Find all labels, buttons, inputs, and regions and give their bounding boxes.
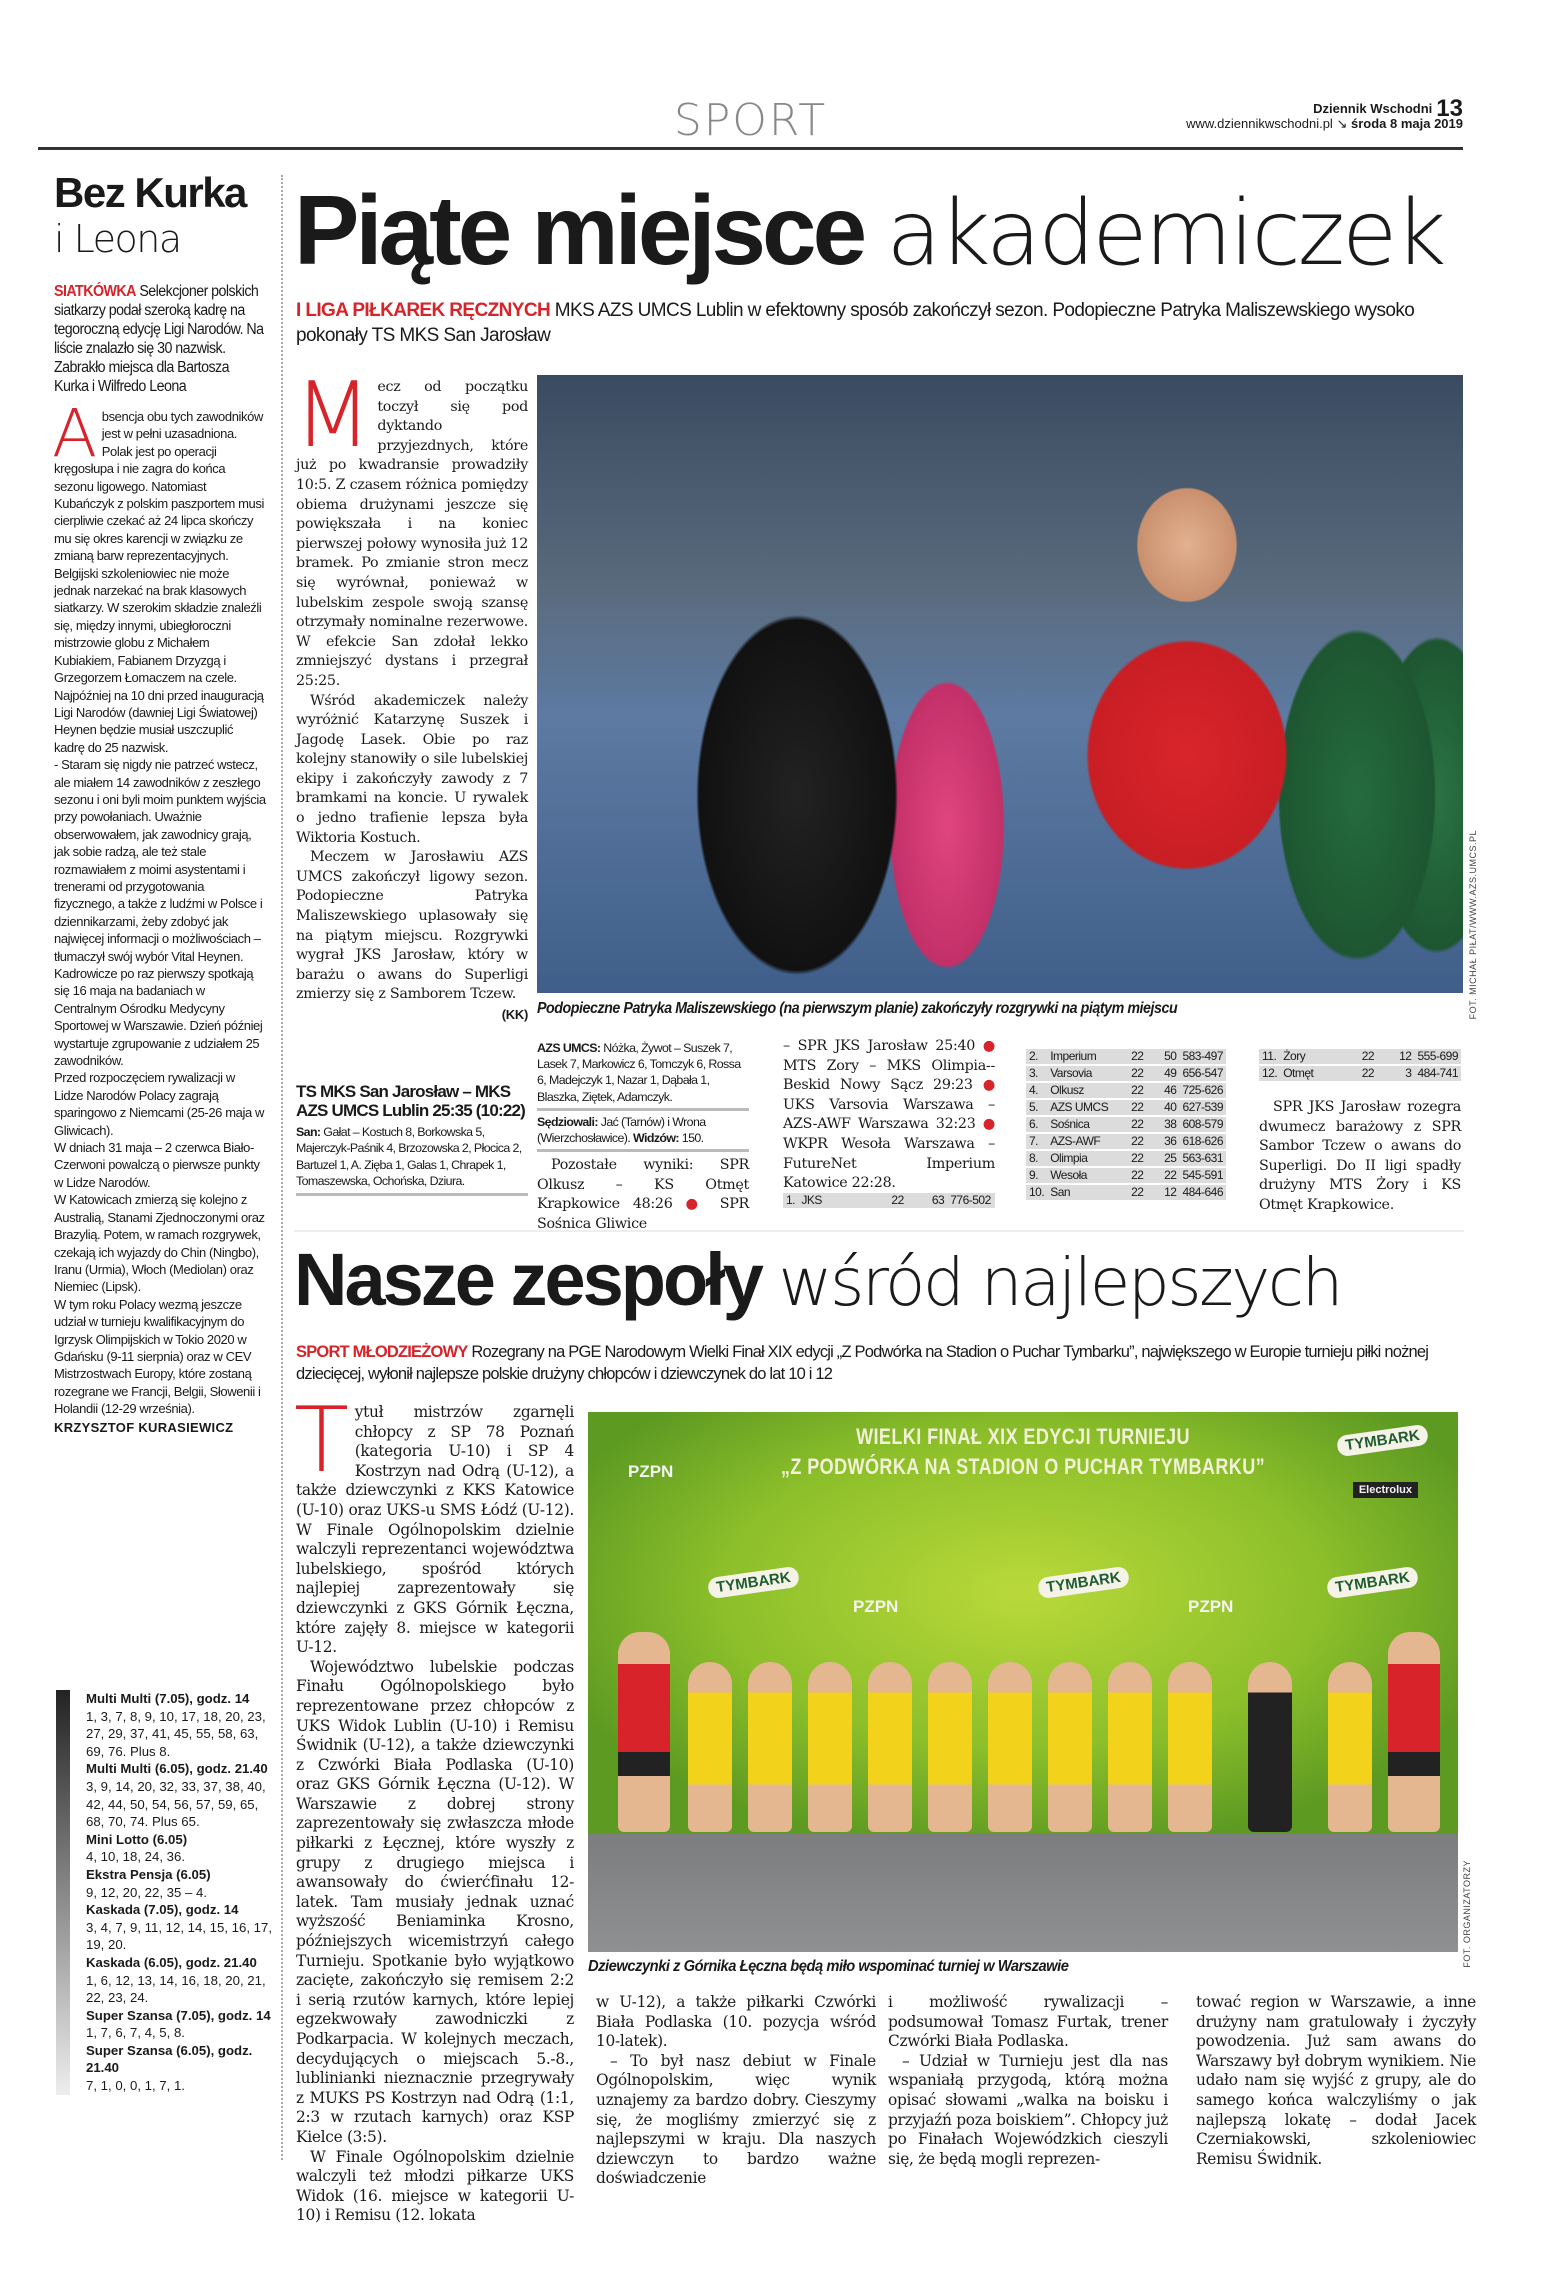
article1-column-3: – SPR JKS Jarosław 25:40 ● MTS Zory – MKS Olimpia--Beskid Nowy Sącz 29:23 ● UKS Varsovia Warszawa – AZS-AWF Warszawa 32:23 ● WKPR Wesoła Warszawa – FutureNet Imperium Katowice 22:28. (783, 1038, 996, 1192)
masthead (38, 95, 1463, 150)
team: Olimpia (1047, 1151, 1128, 1166)
person (618, 1632, 670, 1832)
dropcap: A (52, 395, 97, 472)
standings-table-part-1 (783, 1191, 995, 1210)
san-roster (296, 1124, 528, 1196)
points: 22 (1146, 1168, 1179, 1183)
tymbark-logo: TYMBARK (1037, 1566, 1130, 1599)
table-row (1259, 1049, 1461, 1064)
sidebar-lead (54, 282, 266, 396)
games: 22 (1359, 1049, 1377, 1064)
cursor-icon: ↘ (1336, 116, 1348, 131)
table-row (1026, 1185, 1226, 1200)
referees-label: Sędziowali: (537, 1114, 598, 1129)
result-text: UKS Varsovia Warszawa – AZS-AWF Warszawa 32:23 (783, 1096, 995, 1133)
person (1048, 1662, 1092, 1832)
goals: 563-631 (1179, 1151, 1226, 1166)
article2-column-1 (294, 1388, 574, 2226)
team: JKS (798, 1193, 888, 1208)
pzpn-logo: PZPN (628, 1462, 674, 1481)
article2-lead-text: Rozegrany na PGE Narodowym Wielki Finał XIX edycji „Z Podwórka na Stadion o Puchar Tymbarku”, największego w Europie turnieju piłki nożnej dziecięcej, wyłonił najlepsze polskie drużyny chłopców i dziewczynek do lat 10 i 12 (296, 1343, 1429, 1383)
paragraph: W tym roku Polacy wezmą jeszcze udział w turnieju kwalifikacyjnym do Igrzysk Olimpijskich w Tokio 2020 w Gdańsku (9-11 sierpnia) oraz w CEV Mistrzostwach Europy, które zostaną rozegrane we Francji, Belgii, Słowenii i Holandii (12-29 września). (54, 1296, 261, 1417)
paragraph: i możliwość rywalizacji – podsumował Tomasz Furtak, trener Czwórki Biała Podlaska. (888, 1993, 1168, 2051)
dropcap: T (294, 1388, 349, 1493)
table-row (1026, 1100, 1226, 1115)
paragraph: bsencja obu tych zawodników jest w pełni uzasadniona. Polak jest po operacji kręgosłupa i nie zagra do końca sezonu ligowego. Natomiast Kubańczyk z polskim paszportem musi cierpliwie czekać aż 24 lipca skończy mu się okres karencji w związku ze zmianą barw reprezentacyjnych. (54, 409, 264, 564)
match-result-box (296, 1082, 528, 1196)
sidebar-title-light: i Leona (54, 217, 181, 261)
team: Żory (1280, 1049, 1359, 1064)
goals: 583-497 (1179, 1049, 1226, 1064)
lotto-title: Multi Multi (7.05), godz. 14 (86, 1691, 250, 1706)
pos: 10. (1026, 1185, 1047, 1200)
result-text: WKPR Wesoła Warszawa – FutureNet Imperium Katowice 22:28. (783, 1135, 995, 1192)
goals: 545-591 (1179, 1168, 1226, 1183)
lotto-numbers: 1, 6, 12, 13, 14, 16, 18, 20, 21, 22, 23, 24. (86, 1972, 266, 2006)
team-label: AZS UMCS: (537, 1041, 601, 1055)
byline: (KK) (501, 1007, 528, 1022)
lotto-numbers: 9, 12, 20, 22, 35 – 4. (86, 1884, 207, 1900)
table-row (1026, 1134, 1226, 1149)
games: 22 (888, 1193, 907, 1208)
person (688, 1662, 732, 1832)
points: 40 (1146, 1100, 1179, 1115)
tournament-photo (588, 1412, 1458, 1952)
team: Sośnica (1047, 1117, 1128, 1132)
points: 3 (1377, 1066, 1414, 1081)
pos: 7. (1026, 1134, 1047, 1149)
roster-text: Nóżka, Żywot – Suszek 7, Lasek 7, Markowicz 6, Tomczyk 6, Rossa 6, Madejczyk 1, Nazar 1, Dąbała 1, Blaszka, Ziętek, Adamczyk. (537, 1041, 741, 1104)
lotto-numbers: 1, 7, 6, 7, 4, 5, 8. (86, 2025, 185, 2041)
paragraph: – Udział w Turnieju jest dla nas wspaniałą przygodą, którą można opisać słowami „walka na boisku i przyjaźń poza boiskiem”. Chłopcy już po Finałach Wojewódzkich cieszyli się, że będą mogli reprezen- (888, 2051, 1168, 2168)
team: San (1047, 1185, 1128, 1200)
points: 36 (1146, 1134, 1179, 1149)
pzpn-logo: PZPN (853, 1597, 899, 1616)
lotto-title: Mini Lotto (6.05) (86, 1831, 188, 1847)
goals: 656-547 (1179, 1066, 1226, 1081)
goals: 608-579 (1179, 1117, 1226, 1132)
article2-headline (294, 1240, 1341, 1323)
person (1168, 1662, 1212, 1832)
person (1388, 1632, 1440, 1832)
article1-headline (294, 175, 1444, 286)
article2-column-3 (888, 1993, 1168, 2169)
spectators-value: 150. (681, 1131, 704, 1146)
article1-lead (296, 298, 1456, 348)
points: 63 (907, 1193, 947, 1208)
dropcap: M (294, 363, 372, 468)
table-row (783, 1193, 995, 1208)
games: 22 (1128, 1100, 1146, 1115)
paragraph: – To był nasz debiut w Finale Ogólnopolskim, więc wynik uznajemy za bardzo dobry. Cieszymy się, że mogliśmy zmierzyć się z najlepszymi w kraju. Dla naszych dziewczyn to bardzo ważne doświadczenie (596, 2051, 876, 2188)
paragraph: tować region w Warszawie, a inne drużyny nam gratulowały i życzyły powodzenia. Już sam awans do Warszawy był dobrym wynikiem. Nie udało nam się wyjść z grupy, ale do samego końca walczyliśmy o jak najlepszą lokatę – dodał Jacek Czerniakowski, szkoleniowiec Remisu Świdnik. (1196, 1993, 1476, 2168)
tymbark-logo: TYMBARK (707, 1566, 800, 1599)
photo-caption: Podopieczne Patryka Maliszewskiego (na pierwszym planie) zakończyły rozgrywki na piątym miejscu (537, 1000, 1178, 1017)
article2-column-4 (1196, 1993, 1476, 2169)
pos: 3. (1026, 1066, 1047, 1081)
standings-table-part-2 (1026, 1047, 1226, 1202)
pos: 1. (783, 1193, 798, 1208)
points: 49 (1146, 1066, 1179, 1081)
person (1328, 1662, 1372, 1832)
games: 22 (1128, 1083, 1146, 1098)
match-title: TS MKS San Jarosław – MKS AZS UMCS Lublin 25:35 (10:22) (296, 1082, 526, 1120)
sponsor-logo: Electrolux (1353, 1482, 1418, 1498)
paper-name: Dziennik Wschodni (1313, 101, 1433, 116)
pos: 6. (1026, 1117, 1047, 1132)
table-row (1026, 1168, 1226, 1183)
standings-table-part-3 (1259, 1047, 1461, 1083)
column-divider (281, 175, 283, 2160)
lotto-title: Multi Multi (6.05), godz. 21.40 (86, 1761, 268, 1777)
lotto-numbers: 3, 4, 7, 9, 11, 12, 14, 15, 16, 17, 19, 20. (86, 1919, 272, 1953)
games: 22 (1128, 1134, 1146, 1149)
table-row (1026, 1049, 1226, 1064)
headline-light: wśród najlepszych (778, 1244, 1341, 1321)
pzpn-logo: PZPN (1188, 1597, 1234, 1616)
referees (537, 1114, 749, 1152)
lotto-numbers: 3, 9, 14, 20, 32, 33, 37, 38, 40, 42, 44, 50, 54, 56, 57, 59, 65, 68, 70, 74. Plus 65. (86, 1778, 266, 1830)
lotto-title: Super Szansa (6.05), godz. 21.40 (86, 2042, 253, 2076)
lotto-numbers: 4, 10, 18, 24, 36. (86, 1849, 185, 1865)
article2-column-2 (596, 1993, 876, 2189)
spectators-label: Widzów: (633, 1131, 679, 1146)
person (1108, 1662, 1152, 1832)
paragraph: Meczem w Jarosławiu AZS UMCS zakończył ligowy sezon. Podopieczne Patryka Maliszewskiego uplasowały się na piątym miejscu. Rozgrywki wygrał JKS Jarosław, który w barażu o awans do Superligi zmierzy się z Samborem Tczew. (296, 849, 528, 1003)
paragraph: W Finale Ogólnopolskim dzielnie walczyli też młodzi piłkarze UKS Widok (16. miejsce w kategorii U-10) i Remisu (12. lokata (296, 2147, 574, 2225)
pos: 9. (1026, 1168, 1047, 1183)
banner-text (740, 1422, 1306, 1482)
article2-kicker: SPORT MŁODZIEŻOWY (296, 1343, 468, 1361)
article1-closing (1259, 1098, 1461, 1216)
handball-photo (537, 375, 1463, 993)
result-text: Pozostałe wyniki: SPR Olkusz – KS Otmęt Krapkowice 48:26 (537, 1157, 749, 1213)
roster-text: Gałat – Kostuch 8, Borkowska 5, Majerczyk-Paśnik 4, Brzozowska 2, Płocica 2, Bartuzel 1, A. Zięba 1, Galas 1, Chrapek 1, Tomaszewska, Ochońska, Dziura. (296, 1125, 522, 1189)
person (748, 1662, 792, 1832)
azs-roster (537, 1040, 749, 1111)
games: 22 (1128, 1117, 1146, 1132)
person (808, 1662, 852, 1832)
referees-text: Jać (Tarnów) i Wrona (Wierzchosławice). (537, 1114, 706, 1146)
team: AZS-AWF (1047, 1134, 1128, 1149)
team: Otmęt (1280, 1066, 1359, 1081)
banner-line: „Z PODWÓRKA NA STADION O PUCHAR TYMBARKU” (780, 1454, 1266, 1479)
section-title: SPORT (673, 95, 828, 146)
result-text: SPR Sośnica Gliwice (537, 1196, 750, 1232)
person (868, 1662, 912, 1832)
pos: 4. (1026, 1083, 1047, 1098)
goals: 555-699 (1414, 1049, 1461, 1064)
points: 38 (1146, 1117, 1179, 1132)
team: AZS UMCS (1047, 1100, 1128, 1115)
headline-bold: Nasze zespoły (294, 1238, 761, 1321)
pos: 2. (1026, 1049, 1047, 1064)
paragraph: ytuł mistrzów zgarnęli chłopcy z SP 78 Poznań (kategoria U-10) i SP 4 Kostrzyn nad Odrą (U-12), a także dziewczynki z KKS Katowice (U-10) oraz UKS-u SMS Łódź (U-12). W Finale Ogólnopolskim dzielnie walczyli reprezentanci województwa lubelskiego, spośród których najlepiej zaprezentowały się dziewczynki z GKS Górnik Łęczna, które zajęły 8. miejsce w kategorii U-12. (296, 1403, 574, 1657)
goals: 484-646 (1179, 1185, 1226, 1200)
goals: 725-626 (1179, 1083, 1226, 1098)
article2-lead (296, 1341, 1461, 1385)
sidebar-body (52, 395, 266, 1436)
lotto-numbers: 7, 1, 0, 0, 1, 7, 1. (86, 2078, 185, 2094)
paragraph: ecz od początku toczył się pod dyktando przyjezdnych, które już po kwadransie prowadziły 10:5. Z czasem różnica pomiędzy obiema drużynami jeszcze się powiększała i na koniec pierwszej połowy wynosiła już 12 bramek. Po zmianie stron mecz się wyrównał, ponieważ w lubelskim zespole swoją szansę otrzymały nominalne rezerwowe. W efekcie San zdołał lekko zmniejszyć dystans i przegrał 25:25. (296, 379, 528, 689)
tymbark-logo: TYMBARK (1326, 1566, 1419, 1599)
person (988, 1662, 1032, 1832)
pos: 5. (1026, 1100, 1047, 1115)
photo-credit: FOT. MICHAŁ PIŁAT/WWW.AZS.UMCS.PL (1468, 830, 1478, 1020)
tymbark-logo: TYMBARK (1336, 1424, 1429, 1457)
goals: 627-539 (1179, 1100, 1226, 1115)
pos: 8. (1026, 1151, 1047, 1166)
paragraph: Belgijski szkoleniowiec nie może jednak narzekać na brak klasowych siatkarzy. W szerokim składzie znaleźli się, między innymi, ubiegłoroczni mistrzowie globu z Michałem Kubiakiem, Fabianem Drzyzgą i Grzegorzem Łomaczem na czele. Najpóźniej na 10 dni przed inauguracją Ligi Narodów (dawniej Ligi Światowej) Heynen będzie musiał uszczuplić kadrę do 25 nazwisk. (54, 565, 264, 755)
paragraph: SPR JKS Jarosław rozegra dwumecz barażowy z SPR Sambor Tczew o awans do Superligi. Do II ligi spadły drużyny MTS Żory i KS Otmęt Krapkowice. (1259, 1099, 1461, 1213)
sidebar-title-bold: Bez Kurka (54, 169, 246, 216)
goals: 776-502 (947, 1193, 995, 1208)
author: KRZYSZTOF KURASIEWICZ (54, 1419, 234, 1435)
paragraph: Wśród akademiczek należy wyróżnić Katarzynę Suszek i Jagodę Lasek. Obie po raz kolejny stanowiły o sile lubelskiej ekipy i zakończyły zawody z 7 bramkami na koncie. U rywalek o jedno trafienie lepsza była Wiktoria Kostuch. (296, 692, 528, 846)
article1-kicker: I LIGA PIŁKAREK RĘCZNYCH (296, 300, 551, 321)
pos: 11. (1259, 1049, 1280, 1064)
page-number: 13 (1436, 95, 1463, 122)
lotto-title: Kaskada (6.05), godz. 21.40 (86, 1954, 257, 1970)
lotto-title: Ekstra Pensja (6.05) (86, 1866, 211, 1882)
paragraph: w U-12), a także piłkarki Czwórki Biała Podlaska (10. pozycja wśród 10-latek). (596, 1993, 876, 2051)
article-separator (294, 1230, 1464, 1232)
result-text: – SPR JKS Jarosław 25:40 (783, 1038, 976, 1054)
person (1248, 1662, 1292, 1832)
lotto-numbers: 1, 3, 7, 8, 9, 10, 17, 18, 20, 23, 27, 29, 37, 41, 45, 55, 58, 63, 69, 76. Plus 8. (86, 1708, 266, 1759)
headline-bold: Piąte miejsce (294, 175, 864, 285)
paragraph: Województwo lubelskie podczas Finału Ogólnopolskiego było reprezentowane przez chłopców z UKS Widok Lublin (U-10) i Remisu Świdnik (U-12), a także dziewczynki z Czwórki Biała Podlaska (U-10) oraz GKS Górnik Łęczna (U-12). W Warszawie z dobrej strony zaprezentowały się zwłaszcza młode piłkarki z Łęcznej, które wyszły z grupy z drugiego miejsca i awansowały do ćwierćfinału 12-latek. Tam musiały jednak uznać wyższość Beniaminka Krosno, późniejszych wicemistrzyń całego Turnieju. Spotkanie było wyjątkowo zacięte, zakończyło się remisem 2:2 i serią rzutów karnych, które lepiej egzekwowały zawodniczki z Podkarpacia. W kolejnych meczach, decydujących o miejscach 5.-8., lublinianki nieznacznie przegrywały z MUKS PS Kostrzyn nad Odrą (1:1, 2:3 w rzutach karnych) oraz KSP Kielce (3:5). (296, 1657, 574, 2146)
other-results: Pozostałe wyniki: SPR Olkusz – KS Otmęt Krapkowice 48:26 ● SPR Sośnica Gliwice (537, 1157, 750, 1232)
photo-credit: FOT. ORGANIZATORZY (1462, 1860, 1472, 1968)
table-row (1026, 1117, 1226, 1132)
table-row (1259, 1066, 1461, 1081)
issue-date: środa 8 maja 2019 (1350, 116, 1463, 131)
points: 12 (1377, 1049, 1414, 1064)
points: 46 (1146, 1083, 1179, 1098)
table-row (1026, 1151, 1226, 1166)
team-label: San: (296, 1125, 321, 1139)
games: 22 (1128, 1168, 1146, 1183)
team: Varsovia (1047, 1066, 1128, 1081)
points: 50 (1146, 1049, 1179, 1064)
paragraph: Kadrowicze po raz pierwszy spotkają się 16 maja na badaniach w Centralnym Ośrodku Medycyny Sportowej w Warszawie. Dzień później wystartuje zgrupowanie z udziałem 25 zawodników. (54, 966, 263, 1069)
banner-line: WIELKI FINAŁ XIX EDYCJI TURNIEJU (856, 1424, 1190, 1449)
paragraph: Przed rozpoczęciem rywalizacji w Lidze Narodów Polacy zagrają sparingowo z Niemcami (25-26 maja w Gliwicach). (54, 1070, 264, 1138)
paragraph: - Staram się nigdy nie patrzeć wstecz, ale miałem 14 zawodników z zeszłego sezonu i oni byli moim punktem wyjścia przy powołaniach. Uważnie obserwowałem, jak zawodnicy grają, jak sobie radzą, ale też stale rozmawiałem z moimi asystentami i trenerami od przygotowania fizycznego, a także z ludźmi w Polsce i dziennikarzami, żeby zdobyć jak najwięcej informacji o możliwościach – tłumaczył swój wybór Vital Heynen. (54, 757, 266, 964)
paper-url[interactable]: www.dziennikwschodni.pl (1186, 116, 1333, 131)
goals: 484-741 (1414, 1066, 1461, 1081)
games: 22 (1128, 1049, 1146, 1064)
paragraph: W dniach 31 maja – 2 czerwca Biało-Czerwoni powalczą o pierwsze punkty w Lidze Narodów. (54, 1140, 260, 1190)
games: 22 (1128, 1151, 1146, 1166)
points: 25 (1146, 1151, 1179, 1166)
goals: 618-626 (1179, 1134, 1226, 1149)
article1-column-2 (537, 1040, 749, 1235)
result-text: MTS Zory – MKS Olimpia--Beskid Nowy Sącz 29:23 (783, 1057, 995, 1094)
sidebar-kicker: SIATKÓWKA (54, 283, 136, 300)
pos: 12. (1259, 1066, 1280, 1081)
points: 12 (1146, 1185, 1179, 1200)
lotto-title: Super Szansa (7.05), godz. 14 (86, 2007, 271, 2023)
games: 22 (1359, 1066, 1377, 1081)
sidebar-lead-text: Selekcjoner polskich siatkarzy podał szeroką kadrę na tegoroczną edycję Ligi Narodów. Na liście znalazło się 30 nazwisk. Zabrakło miejsca dla Bartosza Kurka i Wilfredo Leona (54, 283, 264, 395)
team: Wesoła (1047, 1168, 1128, 1183)
table-row (1026, 1066, 1226, 1081)
photo-caption: Dziewczynki z Górnika Łęczna będą miło wspominać turniej w Warszawie (588, 1958, 1069, 1975)
paragraph: W Katowicach zmierzą się kolejno z Australią, Stanami Zjednoczonymi oraz Brazylią. Potem, w ramach rozgrywek, czekają ich wyjazdy do Chin (Ningbo), Iranu (Urmia), Włoch (Mediolan) oraz Niemiec (Lipsk). (54, 1192, 265, 1295)
headline-light: akademiczek (886, 181, 1444, 286)
sidebar-article (54, 170, 266, 1436)
article1-lead-text: MKS AZS UMCS Lublin w efektowny sposób zakończył sezon. Podopieczne Patryka Maliszewskiego wysoko pokonały TS MKS San Jarosław (296, 300, 1415, 346)
table-row (1026, 1083, 1226, 1098)
lotto-title: Kaskada (7.05), godz. 14 (86, 1902, 239, 1918)
games: 22 (1128, 1185, 1146, 1200)
team: Imperium (1047, 1049, 1128, 1064)
lotto-results (56, 1690, 276, 2095)
paper-info (1186, 95, 1463, 131)
article1-column-1 (294, 363, 528, 1025)
team: Olkusz (1047, 1083, 1128, 1098)
person (928, 1662, 972, 1832)
games: 22 (1128, 1066, 1146, 1081)
